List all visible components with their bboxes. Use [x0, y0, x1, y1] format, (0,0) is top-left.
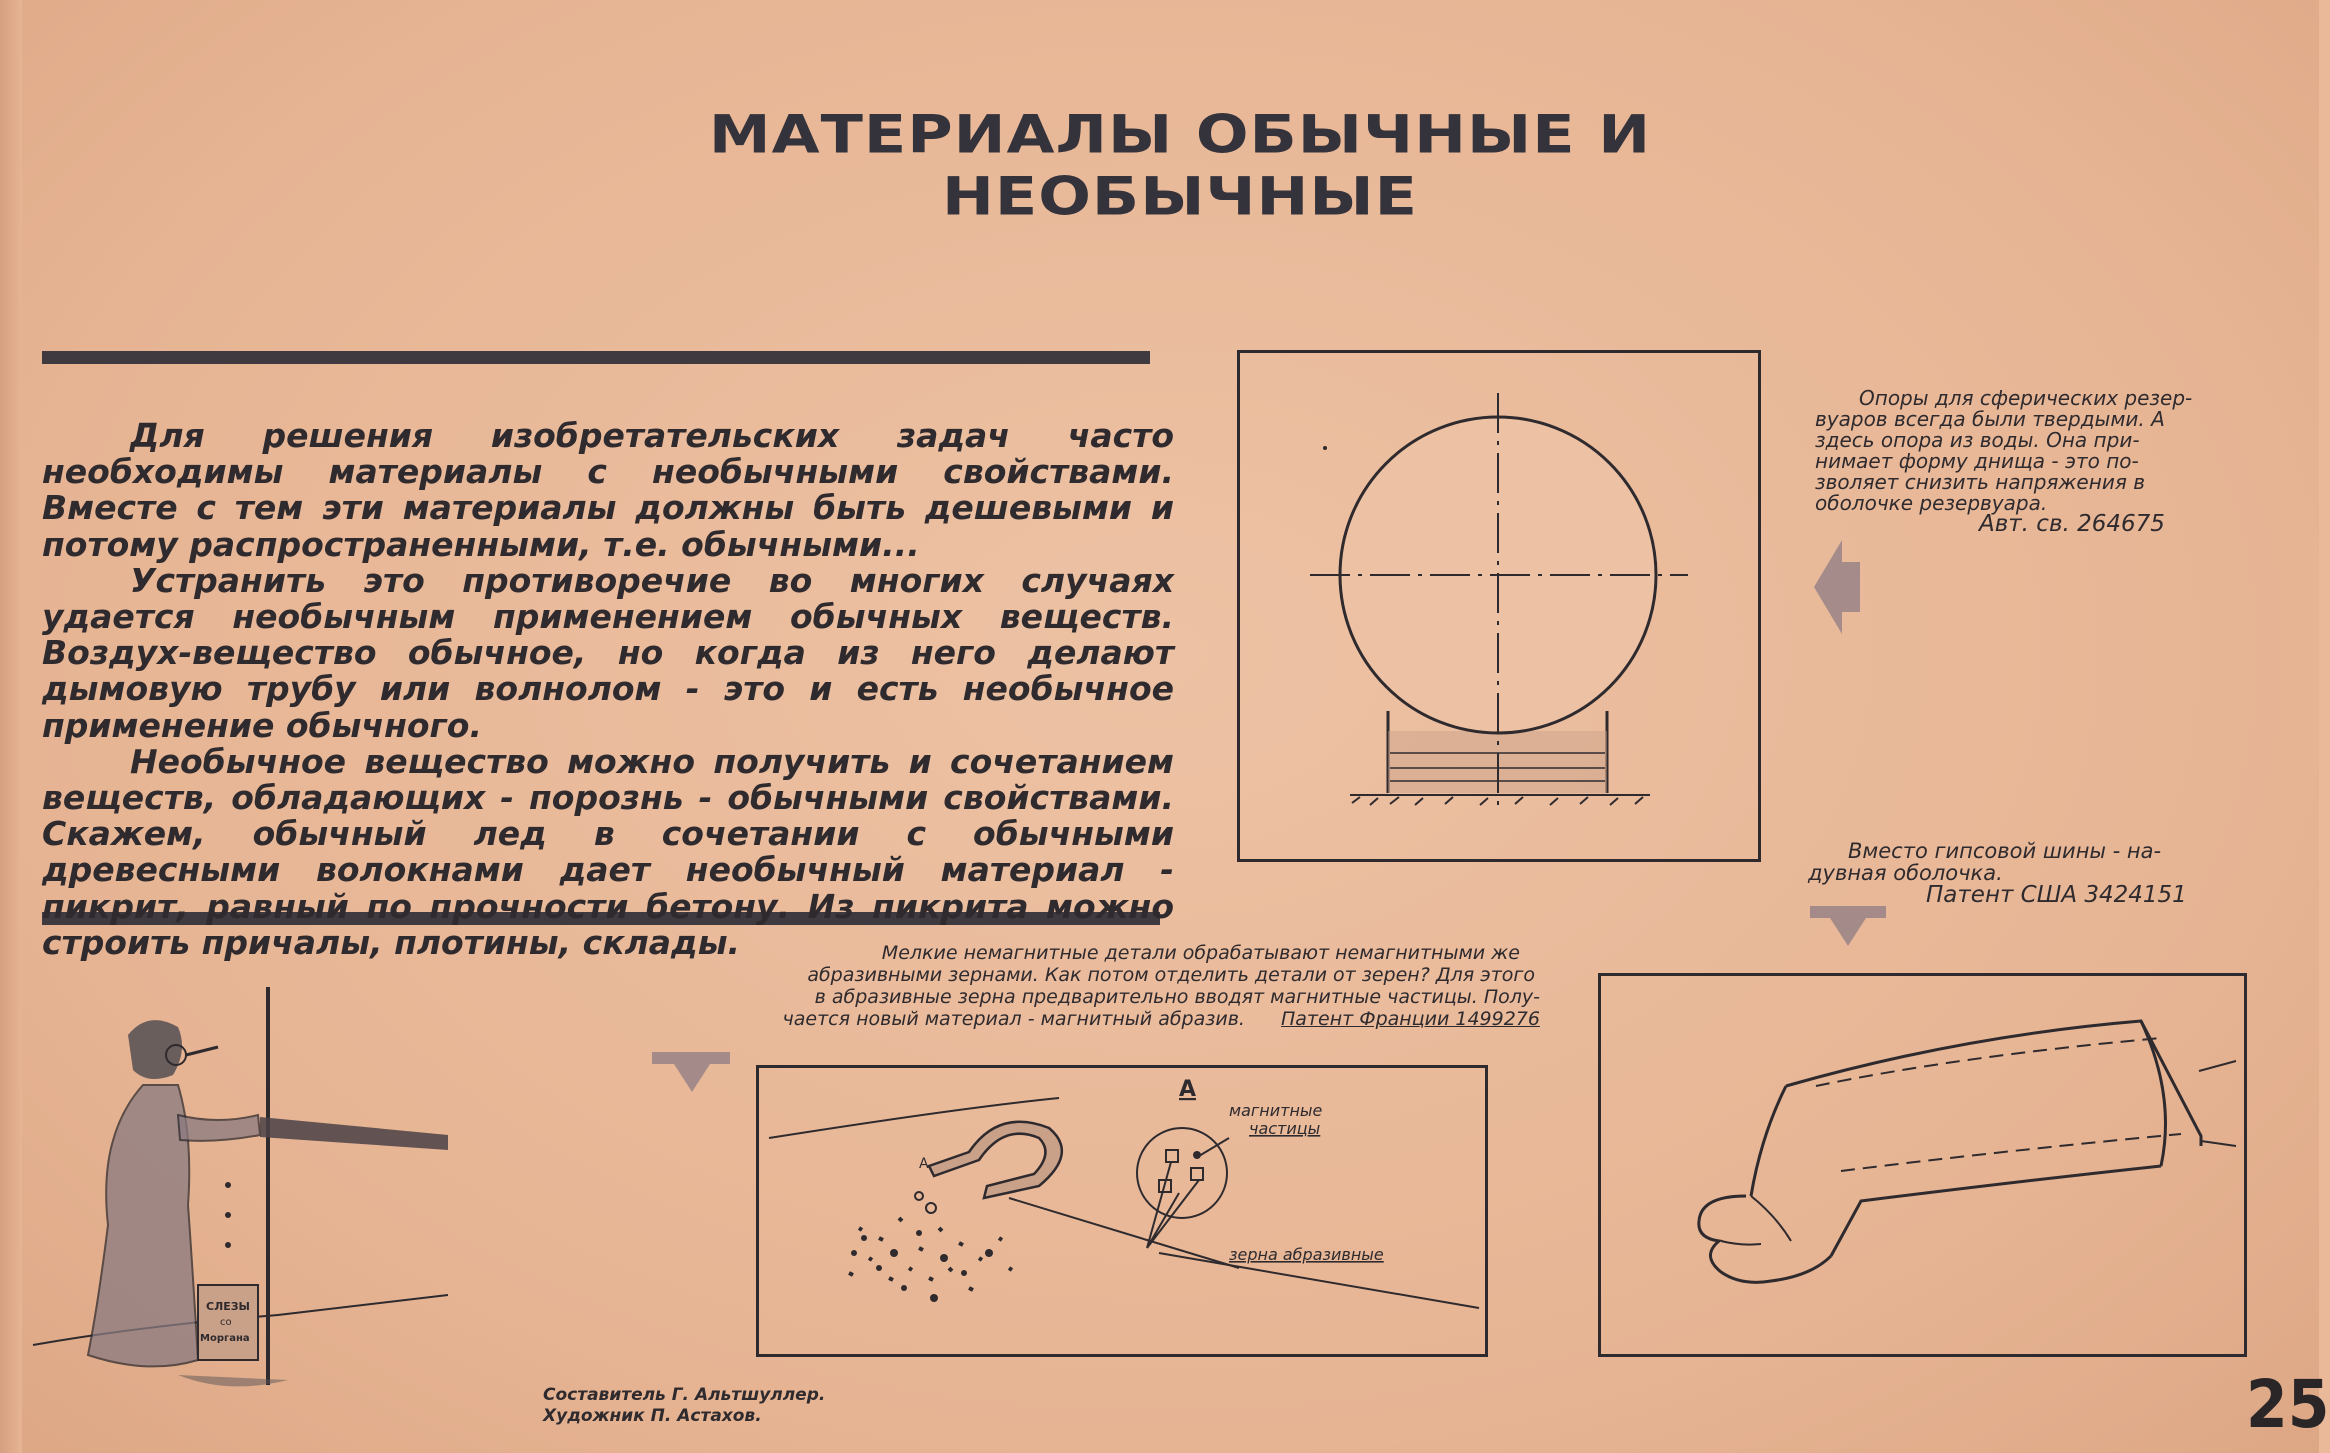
sphere-caption-line: нимает форму днища - это по- [1815, 449, 2139, 473]
down-arrow-icon [1810, 904, 1888, 948]
sphere-caption-line: зволяет снизить напряжения в [1815, 470, 2145, 494]
sphere-figure [1237, 350, 1761, 862]
sphere-drawing [1240, 353, 1758, 859]
paragraph-1: Для решения изобретательских задач часто необходимы материалы с необычными свойствами. Вместе с тем эти материалы должны быть дешевыми и потому распространенными, т.е. обычными... [42, 416, 1174, 564]
magnet-caption-line: Мелкие немагнитные детали обрабатывают немагнитными же [881, 942, 1520, 964]
magnet-caption-line: чается новый материал - магнитный абразив. [782, 1008, 1245, 1030]
magnet-reference: Патент Франции 1499276 [1281, 1008, 1540, 1030]
label-particles-2: частицы [1249, 1119, 1321, 1138]
cartoon-illustration [28, 975, 448, 1445]
credits [543, 1385, 825, 1427]
label-particles-1: магнитные [1229, 1101, 1323, 1120]
splint-reference: Патент США 3424151 [1926, 882, 2187, 908]
main-text [42, 418, 1174, 961]
magnet-caption-line: в абразивные зерна предварительно вводят магнитные частицы. Полу- [814, 986, 1540, 1008]
top-rule [42, 351, 1150, 364]
splint-caption-line: дувная оболочка. [1808, 861, 2003, 885]
sphere-caption-line: здесь опора из воды. Она при- [1815, 428, 2140, 452]
left-arrow-icon [1812, 532, 1862, 642]
splint-drawing [1601, 976, 2244, 1354]
splint-caption-line: Вместо гипсовой шины - на- [1848, 839, 2162, 863]
label-a: А [1179, 1077, 1197, 1102]
magnet-caption-line: абразивными зернами. Как потом отделить детали от зерен? Для этого [807, 964, 1535, 986]
splint-caption [1808, 840, 2268, 906]
magnet-caption [650, 942, 1550, 1030]
magnet-caption-last-row [650, 1008, 1550, 1030]
magnet-figure [756, 1065, 1488, 1357]
bottle-label-3: Моргана [200, 1333, 250, 1344]
credits-artist: Художник П. Астахов. [543, 1406, 762, 1426]
bottle-label-2: со [220, 1317, 232, 1328]
page-left-edge [0, 0, 22, 1453]
paragraph-3: Необычное вещество можно получить и сочетанием веществ, обладающих - порознь - обычными свойствами. Скажем, обычный лед в сочетании с обычными древесными волокнами дает необычный материал - пикрит, равный по прочности бетону. Из пикрита можно строить причалы, плотины, склады. [42, 741, 1174, 962]
sphere-reference: Авт. св. 264675 [1979, 511, 2165, 537]
page-title: МАТЕРИАЛЫ ОБЫЧНЫЕ И НЕОБЫЧНЫЕ [708, 102, 1652, 228]
sphere-caption-line: Опоры для сферических резер- [1859, 386, 2193, 410]
credits-author: Составитель Г. Альтшуллер. [543, 1385, 826, 1405]
sphere-caption-line: вуаров всегда были твердыми. А [1815, 407, 2165, 431]
paragraph-2: Устранить это противоречие во многих случаях удается необычным применением обычных веществ. Воздух-вещество обычное, но когда из него делают дымовую трубу или волнолом - это и есть необычное применение обычного. [42, 560, 1174, 745]
page-number: 25 [2246, 1366, 2330, 1444]
down-arrow-icon [652, 1050, 732, 1094]
sphere-caption-line: оболочке резервуара. [1815, 491, 2048, 515]
sphere-caption [1815, 388, 2255, 535]
bottle-label-1: СЛЕЗЫ [206, 1300, 250, 1313]
label-grains: зерна абразивные [1229, 1245, 1384, 1264]
magnet-drawing [759, 1068, 1485, 1354]
splint-figure [1598, 973, 2247, 1357]
label-a-small: А [919, 1156, 929, 1172]
